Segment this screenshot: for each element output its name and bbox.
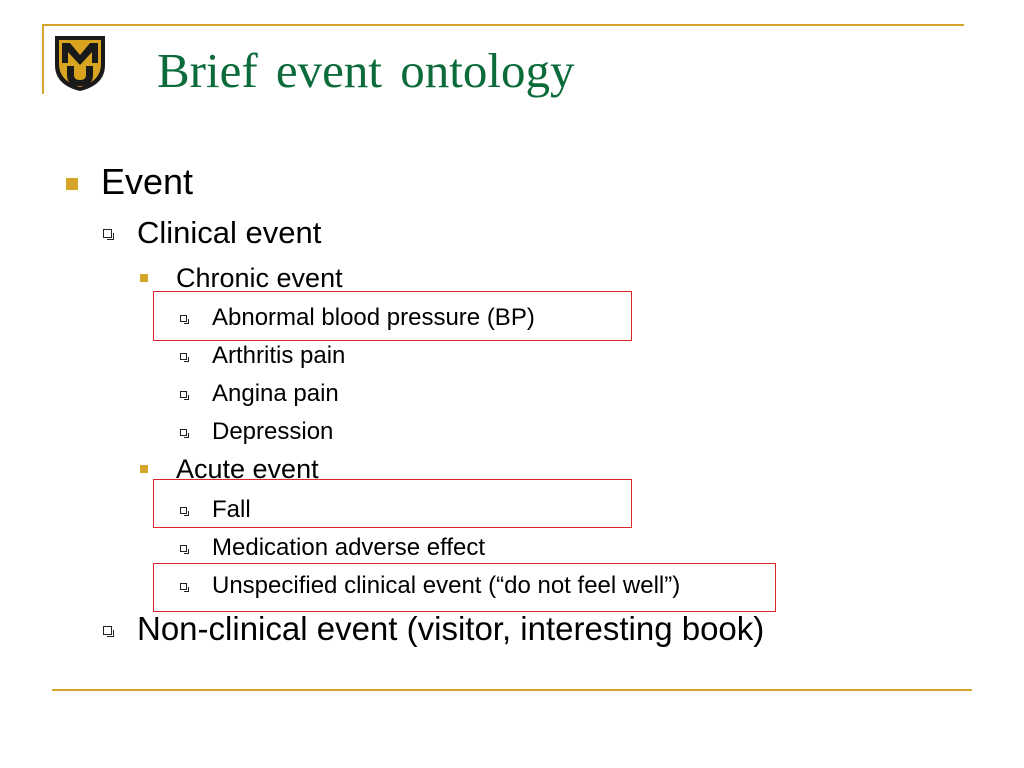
outline-item-non-clinical-event: Non-clinical event (visitor, interesting book): [137, 610, 765, 647]
outline-item-abnormal-bp: Abnormal blood pressure (BP): [212, 304, 535, 331]
outline-item-event: Event: [101, 161, 194, 202]
outline-item-clinical-event: Clinical event: [137, 215, 322, 250]
outline-item-acute-event: Acute event: [176, 454, 319, 484]
level1-bullet-icon: [66, 178, 78, 190]
level3-bullet-icon: [140, 274, 148, 282]
level4-bullet-icon: [180, 315, 187, 322]
outline-item-depression: Depression: [212, 418, 334, 445]
level4-bullet-icon: [180, 353, 187, 360]
outline-item-unspecified-clinical-event: Unspecified clinical event (“do not feel well”): [212, 572, 681, 599]
mu-shield-logo-icon: [52, 33, 108, 93]
outline-item-chronic-event: Chronic event: [176, 263, 343, 293]
outline-item-medication-adverse-effect: Medication adverse effect: [212, 534, 486, 561]
level4-bullet-icon: [180, 429, 187, 436]
level4-bullet-icon: [180, 583, 187, 590]
level4-bullet-icon: [180, 545, 187, 552]
level4-bullet-icon: [180, 507, 187, 514]
top-frame-rule: [42, 24, 964, 26]
level3-bullet-icon: [140, 465, 148, 473]
level4-bullet-icon: [180, 391, 187, 398]
slide-title: Brief event ontology: [157, 43, 575, 98]
outline-item-fall: Fall: [212, 496, 251, 523]
outline-item-arthritis-pain: Arthritis pain: [212, 342, 346, 369]
level2-bullet-icon: [103, 229, 112, 238]
left-frame-rule: [42, 24, 44, 94]
level2-bullet-icon: [103, 626, 112, 635]
bottom-rule: [52, 689, 972, 691]
outline-item-angina-pain: Angina pain: [212, 380, 339, 407]
